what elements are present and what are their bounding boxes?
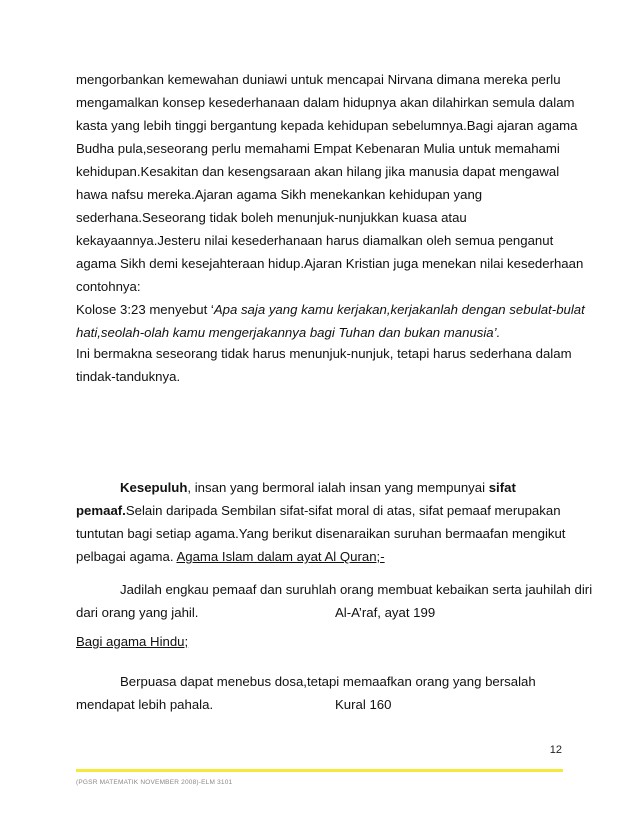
text-line: tuntutan bagi setiap agama.Yang berikut disenaraikan suruhan bermaafan mengikut xyxy=(76,526,566,541)
text-span: mendapat lebih pahala. xyxy=(76,697,214,712)
footer-text: (PGSR MATEMATIK NOVEMBER 2008)-ELM 3101 xyxy=(76,779,233,786)
text-line xyxy=(76,499,566,522)
kolose-prefix: Kolose 3:23 menyebut ‘ xyxy=(76,302,214,317)
text-line xyxy=(76,476,566,499)
bold-kesepuluh: Kesepuluh xyxy=(120,480,188,495)
text-span: dari orang yang jahil. xyxy=(76,605,199,620)
text-line: agama Sikh demi kesejahteraan hidup.Ajaran Kristian juga menekan nilai kesederhaan xyxy=(76,256,584,271)
kolose-quote: Apa saja yang kamu kerjakan,kerjakanlah dengan sebulat-bulat xyxy=(213,302,585,317)
quote-islam xyxy=(76,578,593,624)
text-line: Ini bermakna seseorang tidak harus menunjuk-nunjuk, tetapi harus sederhana dalam xyxy=(76,346,572,361)
quote-hindu xyxy=(76,670,566,716)
text-line: sederhana.Seseorang tidak boleh menunjuk-nunjukkan kuasa atau xyxy=(76,210,467,225)
quote-line xyxy=(76,693,566,716)
paragraph-meaning xyxy=(76,342,572,388)
text-line: kasta yang lebih tinggi bergantung kepada kehidupan sebelumnya.Bagi ajaran agama xyxy=(76,118,578,133)
kolose-line xyxy=(76,298,585,321)
bold-pemaaf: pemaaf. xyxy=(76,503,126,518)
quote-reference: Kural 160 xyxy=(335,697,392,712)
text-span: , insan yang bermoral ialah insan yang mempunyai xyxy=(187,480,489,495)
text-line: contohnya: xyxy=(76,279,141,294)
quote-line: Berpuasa dapat menebus dosa,tetapi memaafkan orang yang bersalah xyxy=(120,674,536,689)
footer-rule xyxy=(76,769,563,772)
text-line xyxy=(76,545,566,568)
kolose-quote-continued: hati,seolah-olah kamu mengerjakannya bagi Tuhan dan bukan manusia’. xyxy=(76,325,501,340)
text-line: tindak-tanduknya. xyxy=(76,369,181,384)
text-line: mengamalkan konsep kesederhanaan dalam hidupnya akan dilahirkan semula dalam xyxy=(76,95,575,110)
text-line: mengorbankan kemewahan duniawi untuk mencapai Nirvana dimana mereka perlu xyxy=(76,72,561,87)
quote-line xyxy=(76,601,566,624)
text-line: Budha pula,seseorang perlu memahami Empat Kebenaran Mulia untuk memahami xyxy=(76,141,560,156)
page-number: 12 xyxy=(549,744,562,756)
text-span: Selain daripada Sembilan sifat-sifat moral di atas, sifat pemaaf merupakan xyxy=(125,503,561,518)
text-line: kekayaannya.Jesteru nilai kesederhanaan harus diamalkan oleh semua penganut xyxy=(76,233,554,248)
text-span: pelbagai agama. xyxy=(76,549,177,564)
heading-islam: Agama Islam dalam ayat Al Quran;- xyxy=(176,549,385,564)
heading-hindu: Bagi agama Hindu; xyxy=(76,634,189,649)
bold-sifat: sifat xyxy=(488,480,516,495)
paragraph-forgiveness xyxy=(76,476,566,568)
text-line: kehidupan.Kesakitan dan kesengsaraan akan hilang jika manusia dapat mengawal xyxy=(76,164,560,179)
quote-line: Jadilah engkau pemaaf dan suruhlah orang membuat kebaikan serta jauhilah diri xyxy=(120,582,593,597)
heading-hindu-block xyxy=(76,630,566,653)
text-line: hawa nafsu mereka.Ajaran agama Sikh menekankan kehidupan yang xyxy=(76,187,483,202)
quote-reference: Al-A’raf, ayat 199 xyxy=(335,605,436,620)
paragraph-religions xyxy=(76,68,585,344)
